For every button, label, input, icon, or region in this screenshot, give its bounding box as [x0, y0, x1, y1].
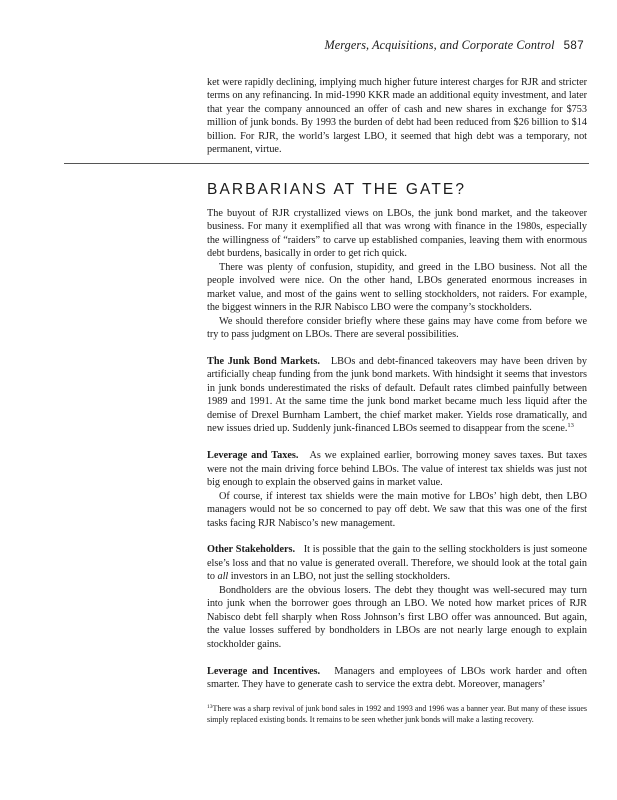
- other-stakeholders-text: It is possible that the gain to the selling stockholders is just someone else’s loss and that no value is generated overall. Therefore, we should look at the total gain to: [207, 544, 587, 583]
- leverage-taxes-heading: Leverage and Taxes.: [207, 450, 299, 462]
- page-number: 587: [563, 40, 584, 52]
- section-divider: [64, 163, 589, 164]
- leverage-taxes-paragraph-2: Of course, if interest tax shields were the main motive for LBOs’ high debt, then LBO managers would not be so concerned to pay off debt. We saw that this was one of the first tasks facing RJR Nabisco’s new management.: [207, 490, 587, 529]
- junk-bond-text: LBOs and debt-financed takeovers may have been driven by artificially cheap funding from the junk bond markets. With hindsight it seems that investors in junk bonds underestimated the risks of default. Default rates climbed painfully between 1989 and 1991. At the same time the junk bond market became much less liquid after the demise of Drexel Burnham Lambert, the chief market maker. Yields rose dramatically, and new issues dried up. Suddenly junk-financed LBOs seemed to disappear from the scene.: [207, 356, 587, 435]
- leverage-incentives-text: Managers and employees of LBOs work harder and often smarter. They have to generate cash to service the extra debt. Moreover, managers’: [207, 665, 587, 691]
- other-stakeholders-paragraph-2: Bondholders are the obvious losers. The debt they thought was well-secured may turn into junk when the borrower goes through an LBO. We noted how market prices of RJR Nabisco debt fell sharply when Ross Johnson’s first LBO offer was announced. But again, the value losses suffered by bondholders in LBOs are not nearly large enough to explain stockholder gains.: [207, 584, 587, 650]
- footnote: [207, 704, 587, 726]
- intro-paragraph: The buyout of RJR crystallized views on LBOs, the junk bond market, and the takeover business. For many it exemplified all that was wrong with finance in the 1980s, especially the willingness of “raiders” to carve up established companies, leaving them with enormous debt burdens, basically in order to get rich quick.: [207, 208, 587, 260]
- running-head: [325, 38, 585, 53]
- footnote-marker: 13: [567, 422, 574, 430]
- leverage-taxes-text: As we explained earlier, borrowing money saves taxes. But taxes were not the main driving force behind LBOs. The value of interest tax shields was just not big enough to explain the observed gains in market value.: [207, 450, 588, 489]
- other-stakeholders-paragraph: [207, 543, 587, 583]
- section-body: [207, 207, 587, 692]
- leverage-incentives-paragraph: [207, 665, 587, 692]
- continued-paragraph: ket were rapidly declining, implying much higher future interest charges for RJR and stricter terms on any refinancing. In mid-1990 KKR made an additional equity investment, and later that year the company announced an offer of cash and new shares in exchange for $753 million of junk bonds. By 1993 the burden of debt had been reduced from $26 billion to $14 billion. For RJR, the world’s largest LBO, it seemed that high debt was a temporary, not permanent, virtue.: [207, 77, 587, 156]
- other-stakeholders-text-end: investors in an LBO, not just the selling stockholders.: [228, 571, 451, 583]
- intro-paragraph: There was plenty of confusion, stupidity, and greed in the LBO business. Not all the people involved were nice. On the other hand, LBOs generated enormous increases in market value, and most of the gains went to selling stockholders, not raiders. For example, the biggest winners in the RJR Nabisco LBO were the company’s stockholders.: [207, 261, 587, 314]
- continued-text: [207, 76, 587, 157]
- section-title: BARBARIANS AT THE GATE?: [207, 181, 467, 198]
- other-stakeholders-heading: Other Stakeholders.: [207, 544, 296, 556]
- footnote-number: 13: [207, 704, 213, 710]
- intro-paragraph: We should therefore consider briefly where these gains may have come from before we try to pass judgment on LBOs. There are several possibilities.: [207, 315, 587, 341]
- chapter-title: Mergers, Acquisitions, and Corporate Control: [324, 38, 555, 52]
- leverage-taxes-paragraph: [207, 449, 587, 489]
- junk-bond-paragraph: [207, 355, 587, 436]
- emphasis-all: all: [217, 571, 229, 583]
- junk-bond-heading: The Junk Bond Markets.: [207, 356, 320, 368]
- leverage-incentives-heading: Leverage and Incentives.: [207, 665, 321, 677]
- footnote-text: There was a sharp revival of junk bond sales in 1992 and 1993 and 1996 was a banner year. But many of these issues simply replaced existing bonds. It remains to be seen whether junk bonds will make a lasting recovery.: [207, 704, 587, 724]
